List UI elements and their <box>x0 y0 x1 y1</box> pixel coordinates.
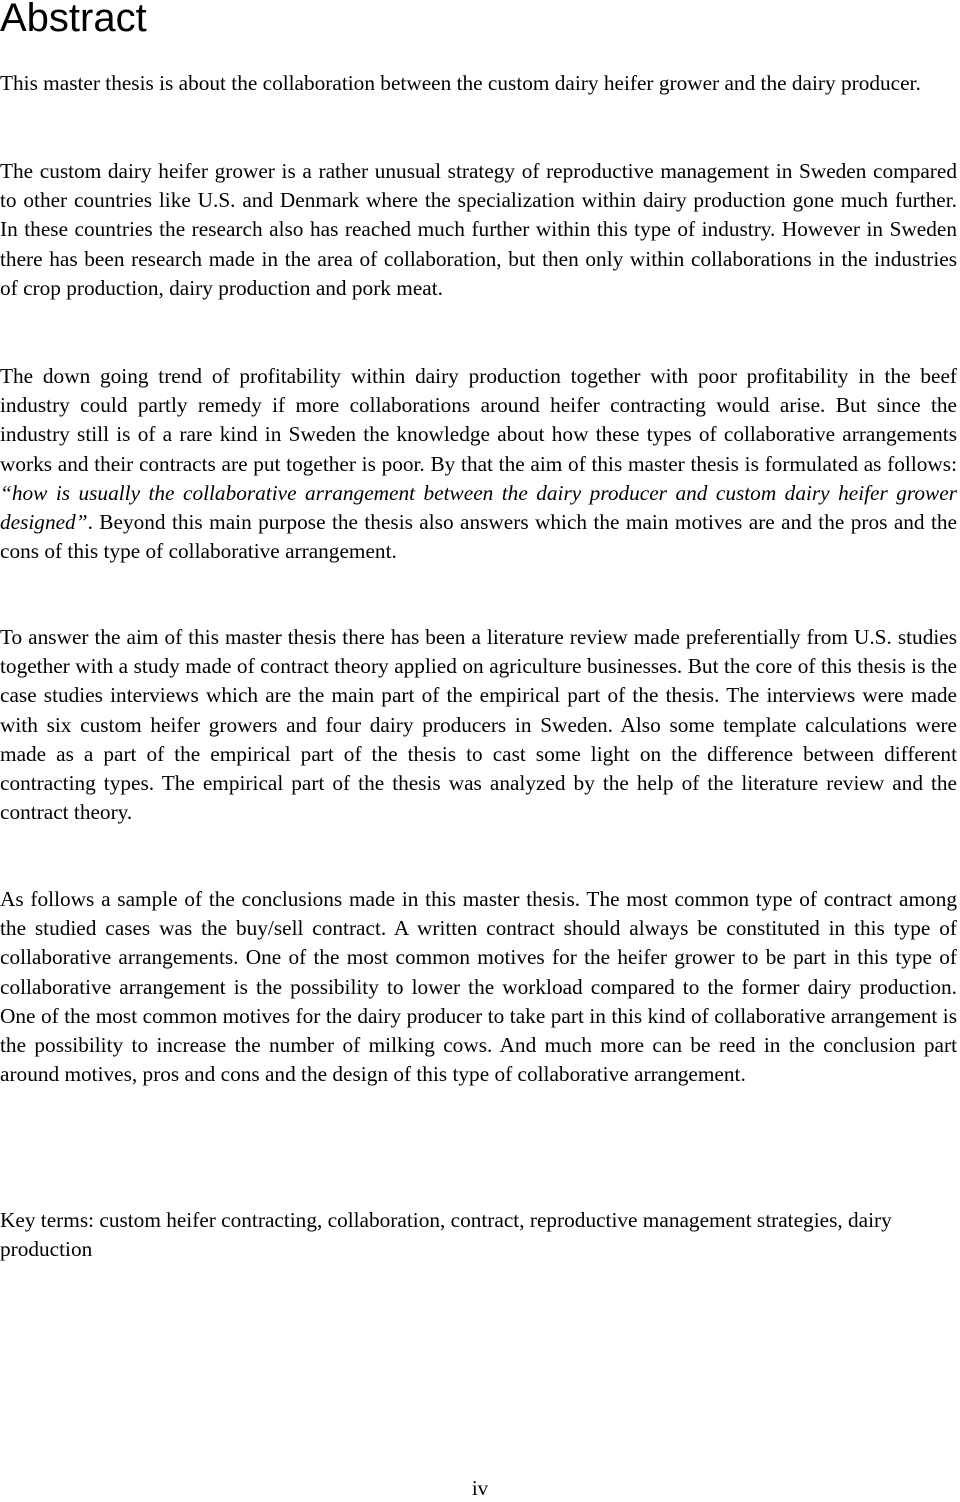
abstract-heading: Abstract <box>0 0 147 40</box>
aim-text-before: The down going trend of profitability within dairy production together with poor profitability in the beef industry could partly remedy if more collaborations around heifer contracting would arise. But since the industry still is of a rare kind in Sweden the knowledge about how these types of collaborative arrangements works and their contracts are put together is poor. By that the aim of this master thesis is formulated as follows: <box>0 364 957 476</box>
aim-statement: “how is usually the collaborative arrangement between the dairy producer and custom dairy heifer grower designed” <box>0 480 957 535</box>
paragraph-method: To answer the aim of this master thesis there has been a literature review made preferentially from U.S. studies together with a study made of contract theory applied on agriculture businesses. But the core of this thesis is the case studies interviews which are the main part of the empirical part of the thesis. The interviews were made with six custom heifer growers and four dairy producers in Sweden. Also some template calculations were made as a part of the empirical part of the thesis to cast some light on the difference between different contracting types. The empirical part of the thesis was analyzed by the help of the literature review and the contract theory. <box>0 625 957 825</box>
paragraph-intro: This master thesis is about the collaboration between the custom dairy heifer grower and the dairy producer. <box>0 71 921 95</box>
key-terms: Key terms: custom heifer contracting, collaboration, contract, reproductive management strategies, dairy production <box>0 1208 892 1262</box>
paragraph-background: The custom dairy heifer grower is a rather unusual strategy of reproductive management in Sweden compared to other countries like U.S. and Denmark where the specialization within dairy production gone much further. In these countries the research also has reached much further within this type of industry. However in Sweden there has been research made in the area of collaboration, but then only within collaborations in the industries of crop production, dairy production and pork meat. <box>0 159 957 300</box>
page-number: iv <box>471 1476 489 1500</box>
paragraph-aim <box>0 362 957 566</box>
paragraph-conclusions: As follows a sample of the conclusions made in this master thesis. The most common type of contract among the studied cases was the buy/sell contract. A written contract should always be constituted in this type of collaborative arrangements. One of the most common motives for the heifer grower to be part in this type of collaborative arrangement is the possibility to lower the workload compared to the former dairy production. One of the most common motives for the dairy producer to take part in this kind of collaborative arrangement is the possibility to increase the number of milking cows. And much more can be reed in the conclusion part around motives, pros and cons and the design of this type of collaborative arrangement. <box>0 887 957 1087</box>
aim-text-after: . Beyond this main purpose the thesis also answers which the main motives are and the pros and the cons of this type of collaborative arrangement. <box>0 510 957 564</box>
